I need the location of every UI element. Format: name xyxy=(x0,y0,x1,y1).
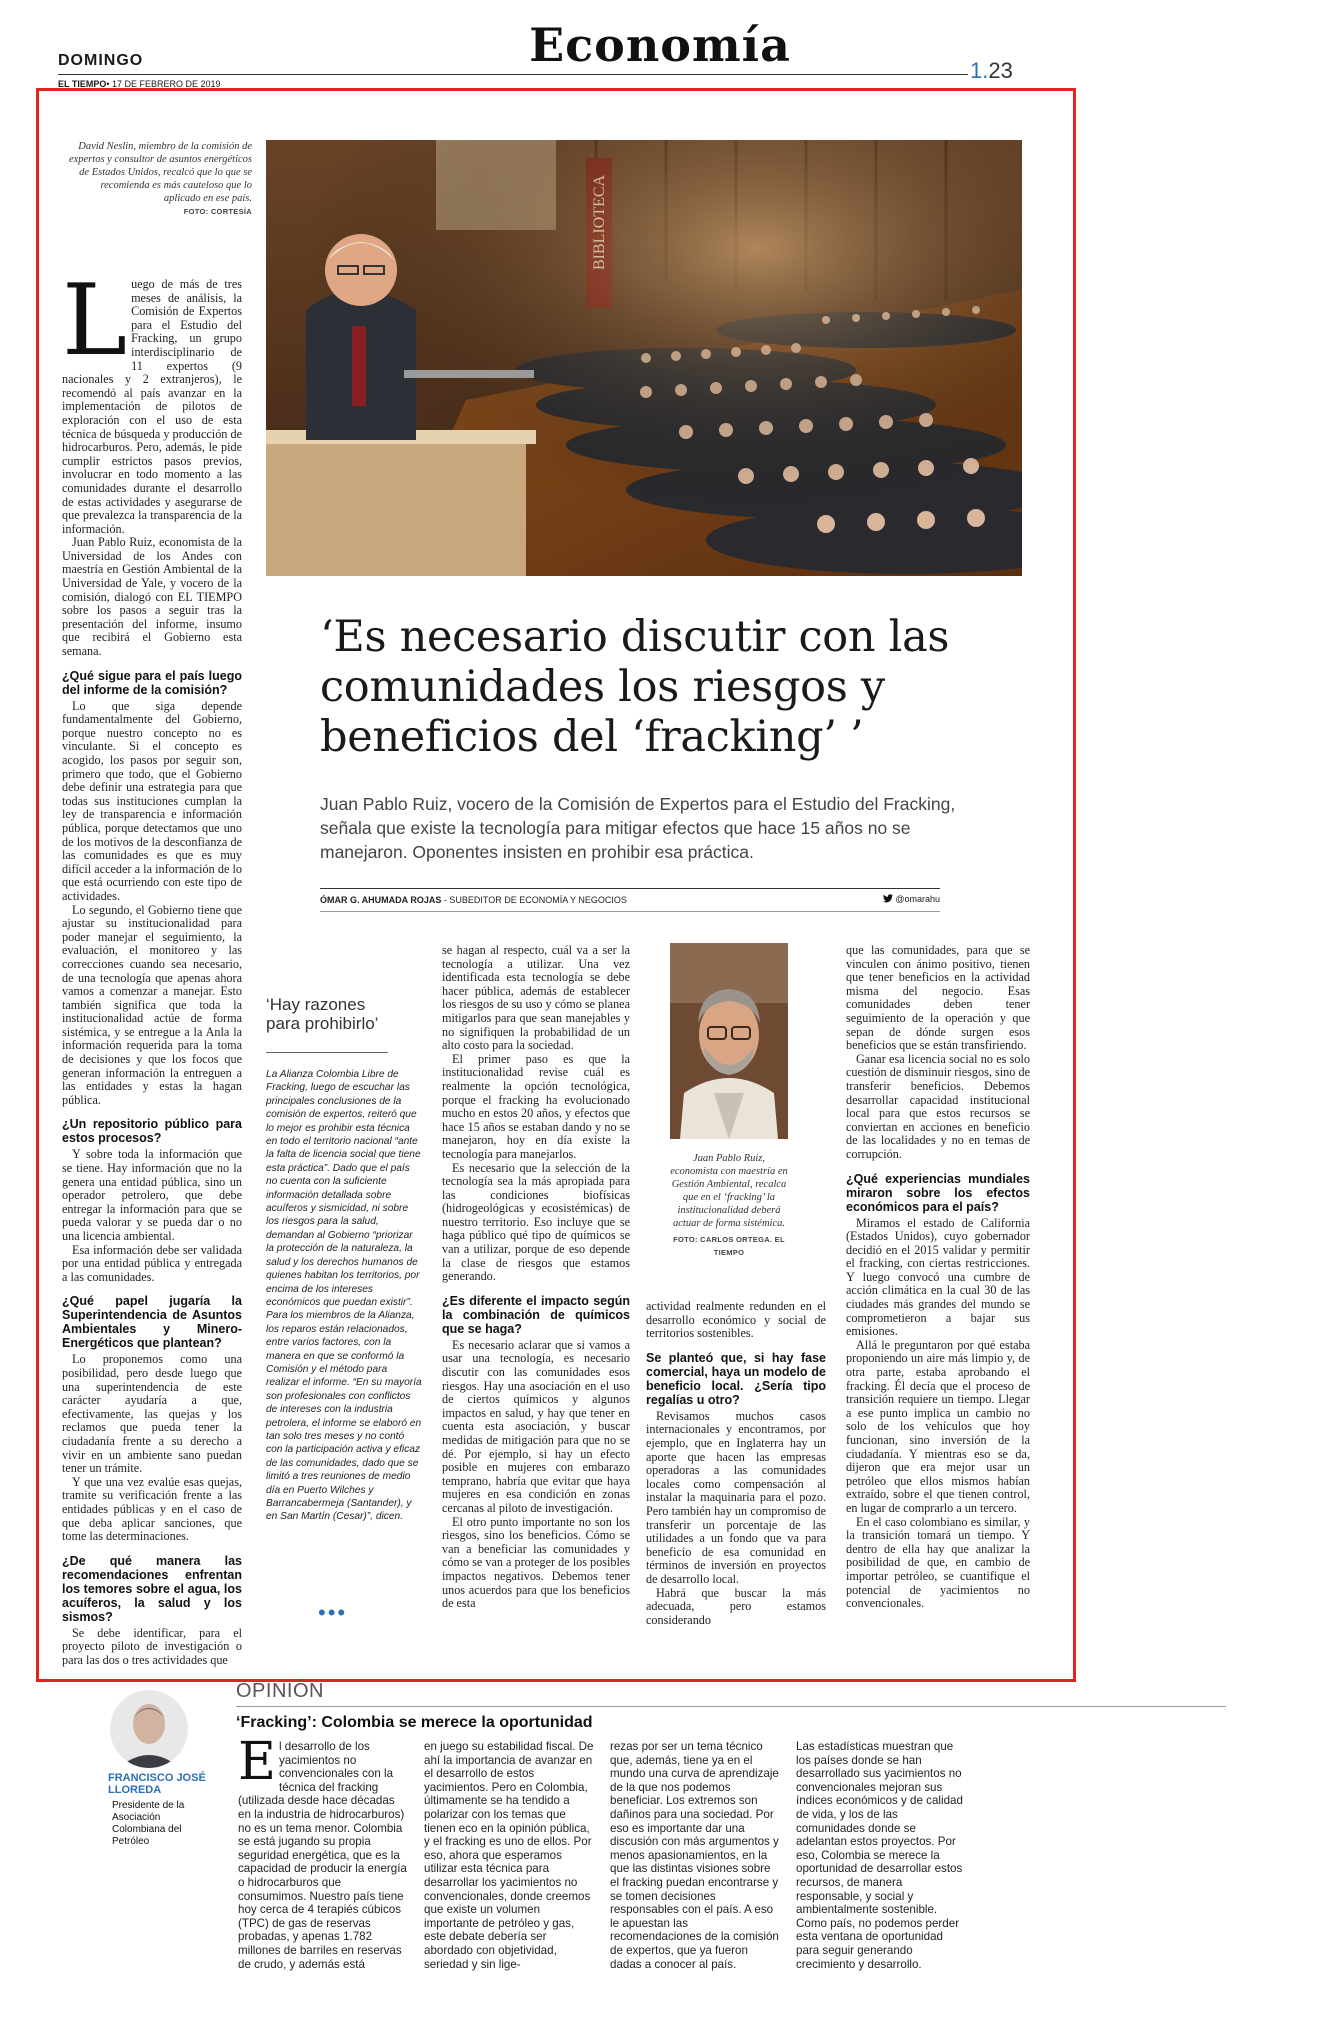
weekday-label: DOMINGO xyxy=(58,52,144,69)
paragraph: Allá le preguntaron por qué estaba proponiendo un aire más limpio y, de otra parte, estaba aprobando el fracking. Él decía que el proceso de transición requiere un tiempo. Llegar a ese punto implica un cambio no solo de los vehículos que hoy funcionan, sino inversión de la ciudadanía. Y mientras eso se da, dijeron que era mejor usar un petróleo que ellos mismos habían extraído, sobre el que tienen control, en lugar de comprarlo a un tercero. xyxy=(846,1337,1030,1515)
page-prefix: 1. xyxy=(970,58,989,83)
header-rule xyxy=(58,74,968,75)
sidebar-title: ‘Hay razones para prohibirlo’ xyxy=(266,995,379,1033)
article-column-4 xyxy=(646,1300,826,1627)
opinion-column-4 xyxy=(796,1740,968,1971)
photo-caption-text: David Neslin, miembro de la comisión de expertos y consultor de asuntos energéticos de Estados Unidos, recalcó que lo que se recomienda es más cauteloso que lo aplicado en ese país. xyxy=(68,141,252,204)
paragraph: se hagan al respecto, cuál va a ser la tecnología a utilizar. Una vez identificada esta tecnología se debe hacer pública, además de establecer los riesgos de su uso y cómo se planea mitigarlos para que sean manejables y no signifiquen la probabilidad de un alto costo para la sociedad. xyxy=(442,943,630,1053)
columnist-photo xyxy=(110,1690,188,1768)
drop-cap: L xyxy=(62,264,128,378)
opinion-paragraph xyxy=(238,1732,410,1971)
paragraph: Esa información debe ser validada por una entidad pública y entregada a las comunidades. xyxy=(62,1242,242,1284)
paragraph: El otro punto importante no son los riesgos, sino los beneficios. Cómo se van a beneficiar las comunidades y cómo se van a proteger de los posibles impactos negativos. Debemos tener unos acuerdos para que los beneficios de esta xyxy=(442,1514,630,1611)
question-heading: Se planteó que, si hay fase comercial, haya un modelo de beneficio local. ¿Sería tipo regalías u otro? xyxy=(646,1350,826,1407)
section-title: Economía xyxy=(529,18,791,72)
headline: ‘Es necesario discutir con las comunidades los riesgos y beneficios del ‘fracking’ ’ xyxy=(320,612,950,762)
photo-caption xyxy=(62,140,252,218)
paragraph: Lo segundo, el Gobierno tiene que ajustar su institucionalidad para poder manejar el seguimiento, la evaluación, el monitoreo y las correcciones cuando sea necesario, de una tecnología que apenas ahora vamos a comenzar a manejar. Esto también significa que toda la institucionalidad actúe de forma sistémica, y se entregue a la Anla la información requerida para la toma de decisiones y que los focos que generan información la entreguen a las entidades y estas la hagan pública. xyxy=(62,902,242,1107)
paragraph: El primer paso es que la institucionalidad revise cuál es realmente la opción tecnológica, porque el fracking ha evolucionado mucho en estos 20 años, y efectos que hace 15 años se estaban dando y no se manejaron, hoy en día existe la tecnología para manejarlos. xyxy=(442,1051,630,1161)
paragraph: Juan Pablo Ruiz, economista de la Universidad de los Andes con maestría en Gestión Ambiental de la Universidad de Yale, y vocero de la comisión, dialogó con EL TIEMPO sobre los pasos a seguir tras la presentación del informe, insumo que recibirá el Gobierno esta semana. xyxy=(62,535,242,659)
paragraph: Es necesario aclarar que si vamos a usar una tecnología, es necesario discutir con las comunidades esos riesgos. Hay una asociación en el uso de ciertos químicos y algunos impactos en salud, y hay que tener en cuenta esta asociación, y buscar medidas de mitigación para que no se dé. Por ejemplo, si hay un efecto posible en mujeres con embarazo temprano, habría que evitar que haya mujeres en esa condición en zonas cercanas al piloto de investigación. xyxy=(442,1337,630,1515)
paragraph: En el caso colombiano es similar, y la transición tomará un tiempo. Y dentro de ella hay que analizar la posibilidad de que, en cambio de importar petróleo, se cuantifique el potencial de yacimientos no convencionales. xyxy=(846,1514,1030,1611)
paragraph: que las comunidades, para que se vinculen con ánimo positivo, tienen que tener beneficios en la actividad misma del negocio. Esas comunidades deben tener seguimiento de la operación y que sepan de dónde surgen esos beneficios que se están transfiriendo. xyxy=(846,943,1030,1053)
columnist-name: FRANCISCO JOSÉ LLOREDA xyxy=(108,1772,206,1796)
twitter-handle-text: @omarahu xyxy=(895,894,940,904)
opinion-label: OPINIÓN xyxy=(236,1680,324,1702)
page-number xyxy=(970,58,1013,84)
article-column-1 xyxy=(62,264,242,1667)
byline-author: ÓMAR G. AHUMADA ROJAS xyxy=(320,895,442,905)
source-date: • 17 DE FEBRERO DE 2019 xyxy=(106,79,221,89)
twitter-icon xyxy=(883,894,893,903)
paragraph: Lo proponemos como una posibilidad, pero desde luego que una superintendencia de este carácter ayudaría a que, efectivamente, las quejas y los reclamos que pueda tener la ciudadanía frente a su derecho a vivir en un ambiente sano puedan tener un trámite. xyxy=(62,1352,242,1476)
interviewee-portrait xyxy=(670,943,788,1139)
ellipsis-dots: ••• xyxy=(318,1600,348,1625)
question-heading: ¿Un repositorio público para estos procesos? xyxy=(62,1117,242,1146)
intro-text: uego de más de tres meses de análisis, la Comisión de Expertos para el Estudio del Fracking, un grupo interdisciplinario de 11 expertos (9 nacionales y 2 extranjeros), le recomendó al país avanzar en la implementación de pilotos de exploración con el uso de esta técnica de búsqueda y producción de hidrocarburos. Pero, además, le pide cumplir estrictos pasos previos, involucrar en todo momento a las comunidades durante el desarrollo de estas actividades y asegurarse de que prevalezca la transparencia de la información. xyxy=(62,277,242,536)
paragraph: Se debe identificar, para el proyecto piloto de investigación o para las dos o tres actividades que xyxy=(62,1625,242,1667)
opinion-paragraph: rezas por ser un tema técnico que, además, tiene ya en el mundo una curva de aprendizaje de la que nos podemos beneficiar. Los extremos son dañinos para una sociedad. Por eso es importante dar una discusión con más argumentos y menos apasionamientos, en la que las distintas visiones sobre el fracking puedan encontrarse y se tomen decisiones responsables con el país. A eso le apuestan las recomendaciones de la comisión de expertos, que ya fueron dadas a conocer al país. xyxy=(610,1740,779,1971)
portrait-caption-text: Juan Pablo Ruiz, economista con maestría en Gestión Ambiental, recalca que en el ‘fracking’ la institucionalidad deberá actuar de forma sistémica. xyxy=(670,1153,788,1229)
opinion-column-2 xyxy=(424,1740,596,1971)
intro-paragraph xyxy=(62,264,242,536)
opinion-title: ‘Fracking’: Colombia se merece la oportunidad xyxy=(236,1714,593,1731)
paragraph: Lo que siga depende fundamentalmente del Gobierno, porque nuestro concepto no es vinculante. Si el concepto es acogido, los pasos por seguir son, primero que todo, que el Gobierno debe definir una estrategia para que todas sus instituciones cumplan la ley de transparencia e información pública, porque detectamos que uno de los motivos de la desconfianza de las comunidades es que es muy difícil acceder a la información de lo que está ocurriendo con este tipo de actividades. xyxy=(62,698,242,903)
question-heading: ¿Qué papel jugaría la Superintendencia de Asuntos Ambientales y Minero-Energéticos que plantean? xyxy=(62,1294,242,1351)
source-brand: EL TIEMPO xyxy=(58,79,107,89)
subheadline: Juan Pablo Ruiz, vocero de la Comisión de Expertos para el Estudio del Fracking, señala que existe la tecnología para mitigar efectos que hace 15 años no se manejaron. Oponentes insisten en prohibir esa práctica. xyxy=(320,794,956,862)
paragraph: Miramos el estado de California (Estados Unidos), cuyo gobernador decidió en el 2015 validar y permitir el fracking, con ciertas restricciones. Y luego convocó una cumbre de acción climática en la cual 30 de las ciudades más grandes del mundo se comprometieron a bajar sus emisiones. xyxy=(846,1215,1030,1339)
photo-credit: FOTO: CORTESÍA xyxy=(183,207,252,216)
opinion-rule xyxy=(236,1706,1226,1707)
opinion-drop-cap: E xyxy=(238,1732,276,1792)
sidebar-rule xyxy=(266,1052,388,1053)
paragraph: actividad realmente redunden en el desarrollo económico y social de territorios sostenibles. xyxy=(646,1299,826,1341)
question-heading: ¿Es diferente el impacto según la combinación de químicos que se haga? xyxy=(442,1293,630,1336)
auditorium-photo xyxy=(266,140,1022,576)
byline xyxy=(320,888,940,912)
paragraph: Habrá que buscar la más adecuada, pero estamos considerando xyxy=(646,1585,826,1627)
paragraph: Revisamos muchos casos internacionales y encontramos, por ejemplo, que en Inglaterra hay un aporte que hacen las empresas operadoras a las comunidades locales como compensación al instalar la maquinaria para el pozo. Pero también hay un compromiso de transferir un porcentaje de las utilidades a un fondo que va para beneficio de esa comunidad en términos de inversión en proyectos de desarrollo local. xyxy=(646,1408,826,1586)
article-column-3 xyxy=(442,944,630,1611)
twitter-handle[interactable] xyxy=(883,894,940,904)
opinion-text: l desarrollo de los yacimientos no convencionales con la técnica del fracking (utilizada desde hace décadas en la industria de hidrocarburos) no es un tema menor. Colombia se está jugando su propia seguridad energética, que es la capacidad de producir la energía o hidrocarburos que consumimos. Nuestro país tiene hoy cerca de 4 terapiés cúbicos (TPC) de gas de reservas probadas, y apenas 1.782 millones de barriles en reservas de crudo, y además está xyxy=(238,1740,407,1971)
columnist-role: Presidente de la Asociación Colombiana del Petróleo xyxy=(112,1800,185,1847)
paragraph: Y que una vez evalúe esas quejas, tramite su verificación frente a las entidades públicas y en el caso de que deba aplicar sanciones, que tome las determinaciones. xyxy=(62,1474,242,1544)
article-column-5 xyxy=(846,944,1030,1611)
byline-role: - SUBEDITOR DE ECONOMÍA Y NEGOCIOS xyxy=(443,895,627,905)
opinion-column-3 xyxy=(610,1740,782,1971)
question-heading: ¿Qué sigue para el país luego del informe de la comisión? xyxy=(62,668,242,697)
page-number-value: 23 xyxy=(988,58,1013,83)
opinion-paragraph: en juego su estabilidad fiscal. De ahí la importancia de avanzar en el desarrollo de estos yacimientos. Pero en Colombia, últimamente se ha tendido a polarizar con los temas que tienen eco en la opinión pública, y el fracking es uno de ellos. Por eso, ahora que esperamos utilizar esta técnica para desarrollar los yacimientos no convencionales, donde creemos que existe un volumen importante de petróleo y gas, este debate debería ser abordado con objetividad, seriedad y sin lige- xyxy=(424,1740,594,1971)
paragraph: Y sobre toda la información que se tiene. Hay información que no la genera una entidad pública, sino un operador petrolero, que debe entregar la información para que se pueda valorar y se pueda dar o no una licencia ambiental. xyxy=(62,1147,242,1243)
question-heading: ¿De qué manera las recomendaciones enfrentan los temores sobre el agua, los acuíferos, la salud y los sismos? xyxy=(62,1553,242,1624)
question-heading: ¿Qué experiencias mundiales miraron sobre los efectos económicos para el país? xyxy=(846,1171,1030,1214)
paragraph: Ganar esa licencia social no es solo cuestión de disminuir riesgos, sino de transferir beneficios. Debemos desarrollar capacidad institucional local para que estos recursos se conviertan en acciones en beneficio de las localidades y no en temas de corrupción. xyxy=(846,1051,1030,1161)
opinion-paragraph: Las estadísticas muestran que los países donde se han desarrollado sus yacimientos no convencionales mejoran sus índices económicos y de calidad de vida, y los de las comunidades donde se adelantan estos proyectos. Por eso, Colombia se merece la oportunidad de desarrollar estos recursos, de manera responsable, y social y ambientalmente sostenible. Como país, no podemos perder esta ventana de oportunidad para seguir generando crecimiento y desarrollo. xyxy=(796,1740,963,1971)
sidebar-text: La Alianza Colombia Libre de Fracking, luego de escuchar las principales conclusiones de la comisión de expertos, reiteró que lo mejor es prohibir esta técnica en todo el territorio nacional “ante la falta de licencia social que tiene esta práctica”. Dado que el país no cuenta con la suficiente información detallada sobre acuíferos y sismicidad, ni sobre los riesgos para la salud, demandan al Gobierno “priorizar la protección de la naturaleza, la salud y los derechos humanos de quienes habitan los territorios, por encima de los intereses económicos que puedan existir”. Para los miembros de la Alianza, los reparos están relacionados, entre varios factores, con la manera en que se conformó la Comisión y el método para realizar el informe. “En su mayoría son profesionales con conflictos de intereses con la industria petrolera, el informe se elaboró en tan solo tres meses y no contó con la participación activa y eficaz de las comunidades, dado que se limitó a tres reuniones de medio día en Puerto Wilches y Barrancabermeja (Santander), y en San Martín (Cesar)”, dicen. xyxy=(266,1069,422,1523)
portrait-credit: FOTO: CARLOS ORTEGA. EL TIEMPO xyxy=(673,1235,785,1257)
opinion-column-1 xyxy=(238,1732,410,1971)
paragraph: Es necesario que la selección de la tecnología sea la más apropiada para las condiciones biofísicas (hidrogeológicas y ecosistémicas) de nuestro territorio. Eso incluye que se haga público qué tipo de químicos se van a utilizar, porque de eso depende la clase de riesgos que estamos generando. xyxy=(442,1160,630,1284)
portrait-caption xyxy=(668,1152,790,1259)
